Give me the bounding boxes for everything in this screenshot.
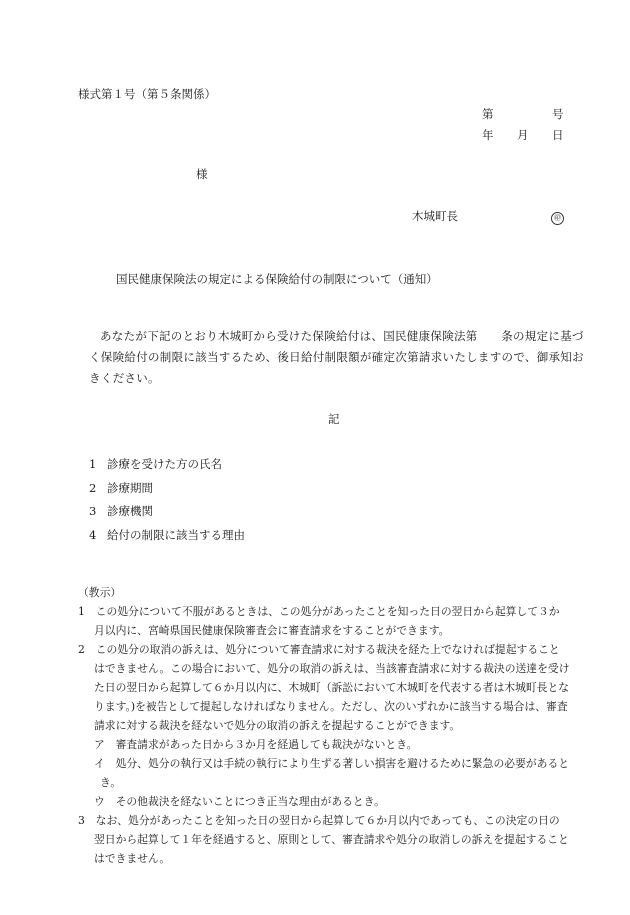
notice-sub-a: ア 審査請求があった日から３か月を経過しても裁決がないとき。: [94, 738, 418, 751]
item-number: 1: [89, 457, 97, 471]
notice-p1-line2: 月以内に、宮崎県国民健康保険審査会に審査請求をすることができます。: [94, 624, 450, 637]
date-year: 年: [482, 128, 494, 142]
item-text: 診療期間: [107, 481, 153, 495]
addressee-suffix: 様: [196, 167, 208, 181]
body-line-2: く保険給付の制限に該当するため、後日給付制限額が確定次第請求いたしますので、御承知お: [89, 350, 584, 364]
item-3: [89, 503, 153, 519]
item-4: [89, 527, 245, 543]
notice-sub-b-line2: き。: [100, 776, 122, 789]
item-1: [89, 456, 222, 472]
item-2: [89, 480, 153, 496]
notice-p2-line4: ります。)を被告として提起しなければなりません。ただし、次のいずれかに該当する場合は、審査: [94, 700, 568, 713]
notice-sub-c: ウ その他裁決を経ないことにつき正当な理由があるとき。: [94, 795, 385, 808]
document-title: 国民健康保険法の規定による保険給付の制限について（通知）: [116, 272, 438, 286]
notice-p2-line5: 請求に対する裁決を経ないで処分の取消の訴えを提起することができます。: [94, 719, 461, 732]
notice-header: （教示）: [78, 586, 122, 599]
item-number: 4: [89, 528, 97, 542]
doc-number-prefix: 第: [482, 107, 494, 121]
notice-p3-line3: はできません。: [94, 852, 171, 865]
notice-p1-line1: 1 この処分について不服があるときは、この処分があったことを知った日の翌日から起算して３か: [78, 605, 560, 618]
body-paragraph: [89, 326, 584, 389]
body-line-1: あなたが下記のとおり木城町から受けた保険給付は、国民健康保険法第 条の規定に基づ: [100, 329, 584, 343]
item-text: 給付の制限に該当する理由: [107, 528, 245, 542]
form-label: 様式第１号（第５条関係）: [78, 87, 216, 101]
seal-mark: [551, 208, 564, 225]
notice-p3-line1: 3 なお、処分があったことを知った日の翌日から起算して６か月以内であっても、この決定の日の: [78, 814, 560, 827]
item-text: 診療を受けた方の氏名: [107, 457, 222, 471]
item-number: 3: [89, 504, 97, 518]
date-month: 月: [517, 128, 529, 142]
notice-p3-line2: 翌日から起算して１年を経過すると、原則として、審査請求や処分の取消しの訴えを提起すること: [94, 833, 569, 846]
ki-heading: 記: [328, 412, 340, 426]
notice-section: [78, 583, 570, 868]
notice-p2-line3: た日の翌日から起算して６か月以内に、木城町（訴訟において木城町を代表する者は木城町長とな: [94, 681, 570, 694]
notice-p2-line2: はできません。この場合において、処分の取消の訴えは、当該審査請求に対する裁決の送達を受け: [94, 662, 570, 675]
item-number: 2: [89, 481, 97, 495]
item-text: 診療機関: [107, 504, 153, 518]
seal-icon: ㊞: [551, 212, 564, 225]
notice-p2-line1: 2 この処分の取消の訴えは、処分について審査請求に対する裁決を経た上でなければ提起すること: [78, 643, 560, 656]
sender-name: 木城町長: [412, 209, 458, 223]
notice-sub-b-line1: イ 処分、処分の執行又は手続の執行により生ずる著しい損害を避けるために緊急の必要があると: [94, 757, 570, 770]
date-day: 日: [552, 128, 564, 142]
body-line-3: きください。: [89, 371, 160, 385]
doc-number-suffix: 号: [552, 107, 564, 121]
